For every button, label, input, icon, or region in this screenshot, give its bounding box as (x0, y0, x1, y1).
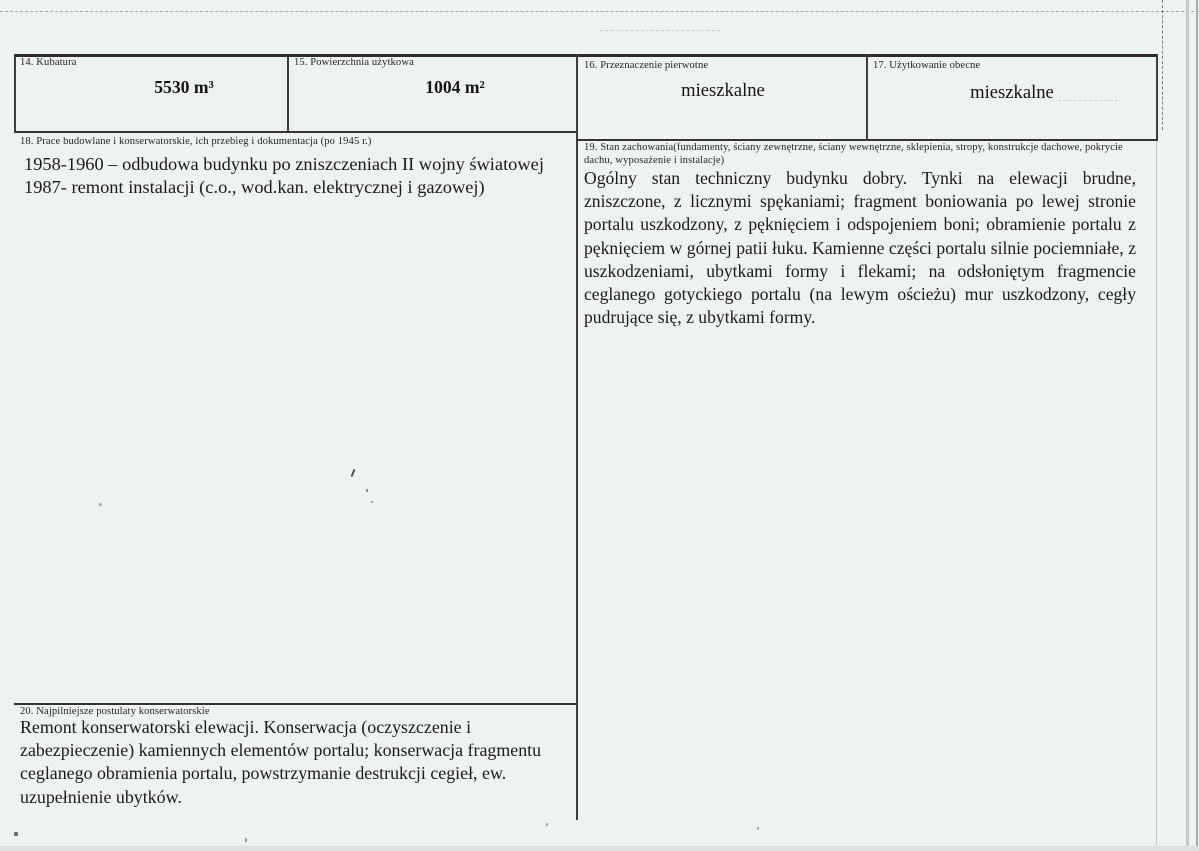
field-18-line-1: 1958-1960 – odbudowa budynku po zniszczeniach II wojny światowej (24, 154, 544, 174)
field-15-value: 1004 m² (425, 77, 485, 97)
field-19-text: Ogólny stan techniczny budynku dobry. Tynki na elewacji brudne, zniszczone, z licznymi spękaniami; fragment boniowania po lewej stronie portalu uszkodzony, z pęknięciem i odspojeniem boni; obramienie portalu z pęknięciem w górnej patii łuku. Kamienne części portalu silnie pociemniałe, z uszkodzeniami, ubytkami formy i flekami; na odsłoniętym fragmencie ceglanego gotyckiego portalu (na lewym ościeżu) mur uszkodzony, cegły pudrujące się, z ubytkami formy. (584, 168, 1136, 328)
field-16-value: mieszkalne (681, 80, 765, 101)
row1-border-bottom-left (14, 131, 577, 133)
table-border-top (14, 54, 1158, 57)
field-20-text: Remont konserwatorski elewacji. Konserwacja (oczyszczenie i zabezpieczenie) kamiennych elementów portalu; konserwacja fragmentu ceglanego obramienia portalu, powstrzymanie destrukcji cegieł, ew. uzupełnienie ubytków. (20, 717, 542, 807)
scan-speck (757, 827, 759, 830)
scan-artifact-vertical-dashes (1162, 0, 1163, 130)
scan-speck (351, 469, 356, 477)
scan-bottom-strip (0, 846, 1199, 851)
scan-speck (14, 832, 18, 836)
divider-center-column (576, 54, 578, 820)
field-17-value: mieszkalne (970, 82, 1054, 103)
field-15-label: 15. Powierzchnia użytkowa (294, 57, 414, 68)
field-14-label: 14. Kubatura (20, 57, 77, 68)
field20-border-top (14, 703, 577, 705)
field-20-label: 20. Najpilniejsze postulaty konserwatorskie (20, 706, 210, 717)
scan-edge-strip (1186, 0, 1189, 851)
scan-artifact-dashes (600, 30, 720, 31)
field-14-value: 5530 m³ (154, 77, 214, 97)
divider-14-15 (287, 54, 289, 133)
divider-16-17 (866, 54, 868, 141)
field-17-label: 17. Użytkowanie obecne (873, 60, 981, 71)
table-border-right-faint (1156, 141, 1157, 845)
field-18-label: 18. Prace budowlane i konserwatorskie, ich przebieg i dokumentacja (po 1945 r.) (20, 136, 372, 147)
field-18-line-2: 1987- remont instalacji (c.o., wod.kan. elektrycznej i gazowej) (24, 177, 485, 197)
table-border-left (14, 54, 16, 133)
scan-artifact-top-line (0, 11, 1199, 12)
field-16-label: 16. Przeznaczenie pierwotne (584, 60, 709, 71)
scan-speck (245, 838, 247, 842)
scan-speck (99, 503, 102, 506)
table-border-right (1156, 54, 1158, 141)
scan-speck (371, 501, 373, 503)
field-19-label: 19. Stan zachowania(fundamenty, ściany zewnętrzne, ściany wewnętrzne, sklepienia, stropy, konstrukcje dachowe, pokrycie dachu, wyposażenie i instalacje) (584, 142, 1123, 166)
scan-speck (366, 489, 368, 492)
field-18-text (24, 153, 569, 199)
scan-edge-strip (1196, 0, 1198, 851)
scan-speck (546, 823, 548, 826)
